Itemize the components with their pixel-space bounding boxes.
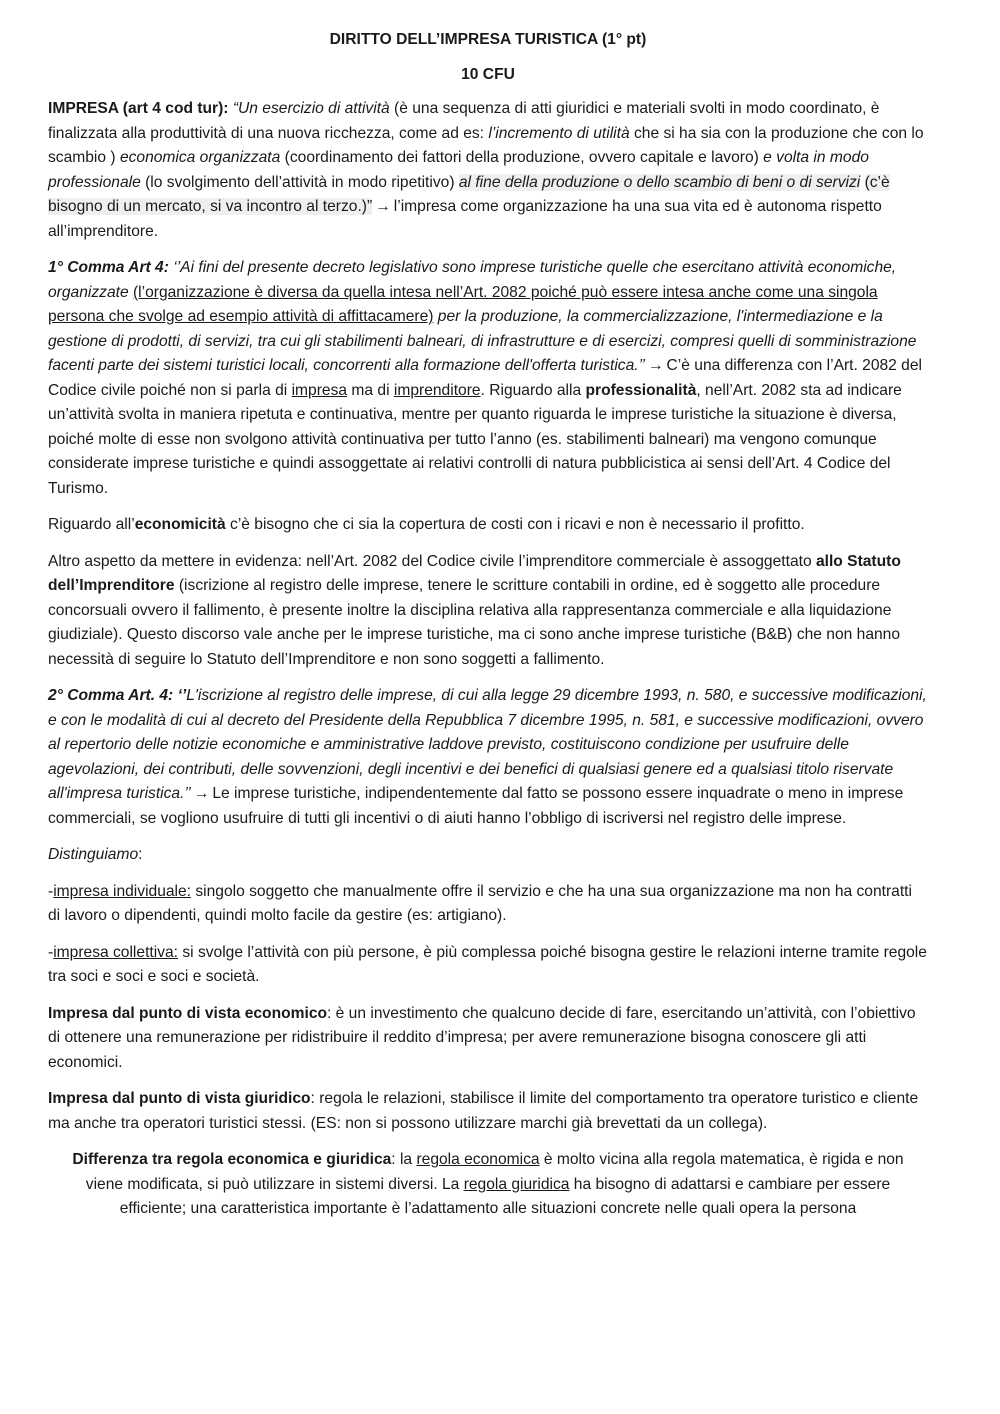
- highlighted-italic-text: al fine della produzione o dello scambio di beni o di servizi: [458, 173, 861, 191]
- paragraph-statuto: [48, 550, 928, 673]
- body-text: Riguardo all’: [48, 516, 135, 533]
- body-text: : è un investimento che qualcuno decide di fare, esercitando un’attività, con l’obiettivo di ottenere una remunerazione per ridistribuire il reddito d’impresa; per avere remunerazione bisogna conoscere gli atti economici.: [48, 1004, 916, 1071]
- italic-text: e volta in modo professionale: [48, 149, 869, 191]
- body-text: l’impresa come organizzazione ha una sua vita ed è autonoma rispetto all’imprenditore.: [48, 198, 882, 240]
- paragraph-economicita: [48, 513, 928, 538]
- body-text: (coordinamento dei fattori della produzione, ovvero capitale e lavoro): [284, 149, 759, 166]
- impresa-label: IMPRESA (art 4 cod tur):: [48, 100, 229, 117]
- arrow-right-icon: →: [193, 785, 210, 802]
- document-page: [48, 24, 928, 1234]
- body-text: è molto vicina alla regola matematica, è rigida e non viene modificata, si può utilizzare in sistemi diversi. La: [85, 1151, 904, 1193]
- quote-text: “Un esercizio di attività: [232, 100, 390, 117]
- paragraph-impresa-definition: [48, 97, 928, 244]
- bold-text: Impresa dal punto di vista giuridico: [48, 1090, 311, 1107]
- body-text: ha bisogno di adattarsi e cambiare per essere efficiente; una caratteristica importante è l’adattamento alle situazioni concrete nelle quali opera la persona: [119, 1175, 891, 1217]
- body-text: singolo soggetto che manualmente offre il servizio e che ha una sua organizzazione ma non ha contratti di lavoro o dipendenti, quindi molto facile da gestire (es: artigiano).: [48, 882, 912, 924]
- paragraph-differenza-regole: [48, 1148, 928, 1222]
- body-text: , nell’Art. 2082 sta ad indicare un’attività svolta in maniera ripetuta e continuativa, mentre per quanto riguarda le imprese turistiche la situazione è diversa, poiché molte di esse non svolgono attività continuativa per tutto l’anno (es. stabilimenti balneari) ma vengono comunque considerate imprese turistiche e quindi assoggettate ai relativi controlli di natura pubblicistica ai sensi dell’Art. 4 Codice del Turismo.: [48, 381, 902, 497]
- paragraph-impresa-individuale: [48, 880, 928, 929]
- bold-text: Differenza tra regola economica e giuridica: [72, 1151, 392, 1168]
- arrow-right-icon: →: [375, 198, 391, 215]
- body-text: : regola le relazioni, stabilisce il limite del comportamento tra operatore turistico e cliente ma anche tra operatori turistici stessi. (ES: non si possono utilizzare marchi già brevettati da un collega).: [48, 1090, 919, 1132]
- quote-text: ‘’Ai fini del presente decreto legislativo sono imprese turistiche quelle che esercitano attività economiche, organizzate: [48, 259, 897, 301]
- body-text: . Riguardo alla: [480, 381, 582, 399]
- italic-text: Distinguiamo: [48, 846, 139, 863]
- underlined-text: (l’organizzazione è diversa da quella intesa nell’Art. 2082 poiché può essere intesa anche come una singola persona che svolge ad esempio attività di affittacamere): [48, 283, 878, 325]
- body-text: che si ha sia con la produzione che con lo scambio ): [48, 124, 924, 166]
- paragraph-punto-vista-giuridico: [48, 1087, 928, 1136]
- italic-text: l’incremento di utilità: [488, 124, 630, 142]
- body-text: :: [138, 846, 143, 863]
- underlined-text: regola economica: [416, 1151, 540, 1168]
- body-text: (iscrizione al registro delle imprese, tenere le scritture contabili in ordine, ed è soggetto alle procedure concorsuali ovvero il fallimento, è presente inoltre la disciplina relativa alla rappresentanza commerciale e alla liquidazione giudiziale). Questo discorso vale anche per le imprese turistiche, ma ci sono anche imprese turistiche (B&B) che non hanno necessità di seguire lo Statuto dell’Imprenditore e non sono soggetti a fallimento.: [48, 577, 901, 668]
- body-text: Le imprese turistiche, indipendentemente dal fatto se possono essere inquadrate o meno in imprese commerciali, se vogliono usufruire di tutti gli incentivi o di aiuti hanno l’obbligo di iscriversi nel registro delle imprese.: [48, 785, 904, 827]
- paragraph-comma-1: [48, 256, 928, 501]
- body-text: Altro aspetto da mettere in evidenza: nell’Art. 2082 del Codice civile l’imprenditore commerciale è assoggettato: [48, 552, 812, 570]
- dash-text: -: [48, 943, 54, 961]
- credits-text: 10 CFU: [461, 65, 515, 83]
- paragraph-distinguiamo: [48, 843, 928, 868]
- body-text: si svolge l’attività con più persone, è più complessa poiché bisogna gestire le relazioni interne tramite regole tra soci e soci e soci e società.: [48, 943, 927, 985]
- body-text: c’è bisogno che ci sia la copertura de costi con i ricavi e non è necessario il profitto.: [230, 516, 805, 533]
- underlined-text: impresa collettiva:: [53, 943, 178, 961]
- credits-heading: [48, 63, 928, 88]
- dash-text: -: [48, 882, 54, 900]
- bold-text: Impresa dal punto di vista economico: [48, 1004, 328, 1022]
- quote-text: per la produzione, la commercializzazione, l'intermediazione e la gestione di prodotti, di servizi, tra cui gli stabilimenti balneari, di infrastrutture e di esercizi, compresi quelli di somministrazione facenti parte dei sistemi turistici locali, concorrenti alla formazione dell'offerta turistica.’’: [48, 308, 917, 374]
- paragraph-comma-2: [48, 684, 928, 831]
- comma-1-label: 1° Comma Art 4:: [48, 259, 169, 276]
- body-text: : la: [391, 1151, 413, 1168]
- body-text: (lo svolgimento dell’attività in modo ripetitivo): [145, 173, 455, 191]
- bold-text: professionalità: [585, 381, 697, 399]
- underlined-text: imprenditore: [393, 381, 481, 399]
- body-text: ma di: [351, 381, 390, 399]
- title-text: DIRITTO DELL’IMPRESA TURISTICA (1° pt): [329, 31, 647, 48]
- underlined-text: regola giuridica: [463, 1175, 570, 1193]
- body-text: C’è una differenza con l’Art. 2082 del Codice civile poiché non si parla di: [48, 357, 922, 399]
- arrow-right-icon: →: [647, 357, 664, 374]
- highlighted-text: (c’è bisogno di un mercato, si va incontro al terzo.)”: [48, 173, 890, 215]
- bold-text: allo Statuto dell’Imprenditore: [48, 552, 901, 594]
- underlined-text: impresa: [291, 381, 348, 399]
- quote-text: L'iscrizione al registro delle imprese, di cui alla legge 29 dicembre 1993, n. 580, e successive modificazioni, e con le modalità di cui al decreto del Presidente della Repubblica 7 dicembre 1995, n. 581, e successive modificazioni, ovvero al repertorio delle notizie economiche e amministrative laddove previsto, costituiscono condizione per usufruire delle agevolazioni, dei contributi, delle sovvenzioni, degli incentivi e dei benefici di qualsiasi genere ed a qualsiasi titolo riservate all'impresa turistica.’’: [48, 687, 927, 802]
- paragraph-impresa-collettiva: [48, 941, 928, 990]
- bold-text: economicità: [134, 516, 226, 533]
- document-title: [48, 28, 928, 53]
- underlined-text: impresa individuale:: [53, 882, 192, 900]
- body-text: (è una sequenza di atti giuridici e materiali svolti in modo coordinato, è finalizzata alla produttività di una nuova ricchezza, come ad es:: [48, 100, 880, 142]
- paragraph-punto-vista-economico: [48, 1002, 928, 1076]
- comma-2-label: 2° Comma Art. 4: ‘’: [48, 687, 187, 704]
- italic-text: economica organizzata: [119, 149, 281, 166]
